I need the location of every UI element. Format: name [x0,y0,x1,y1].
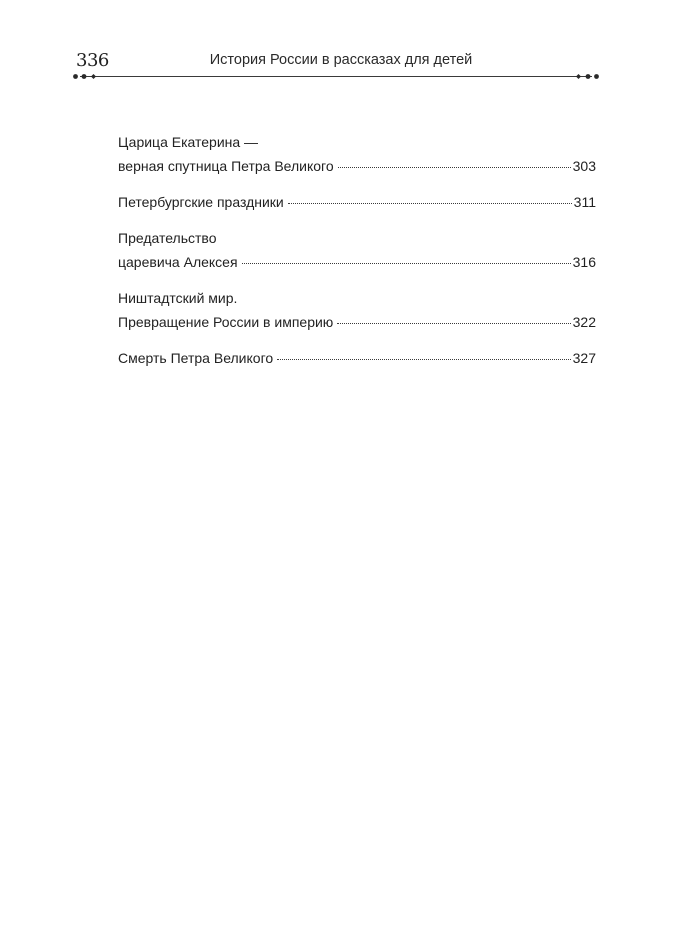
toc-title-line: Петербургские праздники [118,194,284,210]
toc-page-number: 316 [572,254,596,270]
page-number: 336 [76,50,109,71]
ornament-dots-icon [72,73,100,80]
toc-leader-line [118,250,596,274]
running-title: История России в рассказах для детей [209,52,473,68]
toc-page-number: 311 [573,194,596,210]
toc-title-line: Ништадтский мир. [118,290,238,306]
toc-leader-line [118,190,596,214]
ornament-dots-icon [572,73,600,80]
dot-leader [338,167,571,168]
toc-entry[interactable] [118,346,596,370]
toc-title-line: Царица Екатерина — [118,134,259,150]
toc-leader-line [118,310,596,334]
header-rule [80,76,592,77]
toc-title-line: верная спутница Петра Великого [118,158,334,174]
toc-title-line: Предательство [118,230,217,246]
toc-page-number: 327 [572,350,596,366]
toc-entry[interactable] [118,286,596,334]
dot-leader [337,323,570,324]
toc-page-number: 322 [572,314,596,330]
running-header [72,48,600,88]
toc-leader-line [118,346,596,370]
toc-page-number: 303 [572,158,596,174]
toc-title-line: царевича Алексея [118,254,238,270]
toc-leader-line [118,154,596,178]
dot-leader [277,359,570,360]
toc-entry[interactable] [118,130,596,178]
toc-title-line: Смерть Петра Великого [118,350,274,366]
toc-entry[interactable] [118,190,596,214]
dot-leader [288,203,572,204]
table-of-contents [118,130,596,382]
toc-entry[interactable] [118,226,596,274]
toc-title-line: Превращение России в империю [118,314,334,330]
dot-leader [242,263,571,264]
